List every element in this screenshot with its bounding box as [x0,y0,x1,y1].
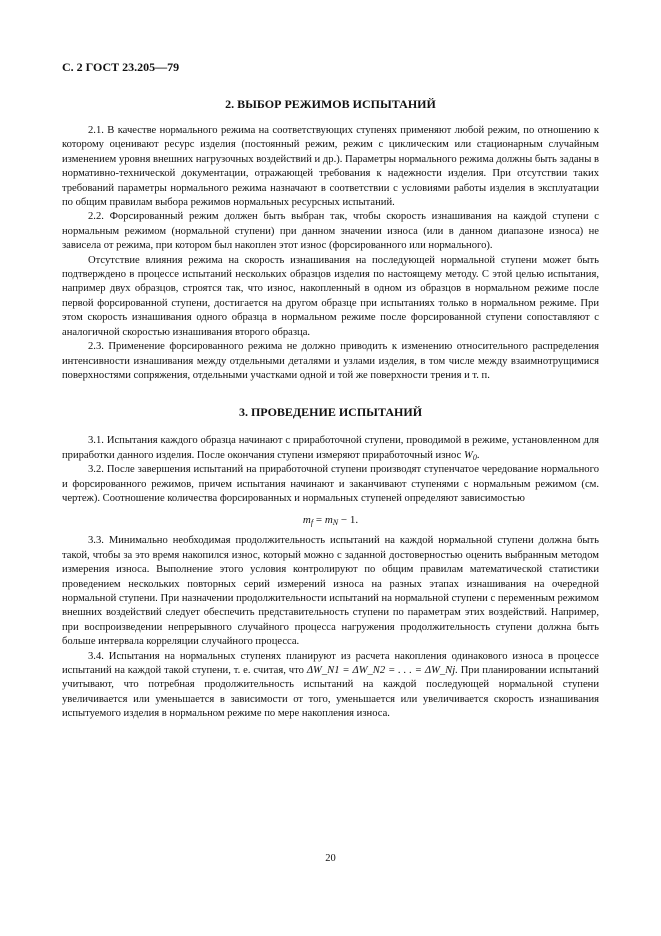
w-subscript: 0 [472,452,477,462]
w-symbol: W [463,449,473,461]
formula-lhs: m [302,514,311,527]
formula-lhs-sub: f [310,518,314,528]
paragraph-2-2: 2.2. Форсированный режим должен быть выбран так, чтобы скорость изнашивания на каждой ступени с нормальным режимом (нормальной ступени) при данном значении износа (или в данном диапазоне износа) не зависела от режима, при котором был накоплен этот износ (форсированного или нормального). [62,211,599,252]
paragraph-2-2-cont: Отсутствие влияния режима на скорость изнашивания на последующей нормальной ступени может быть подтверждено в процессе испытаний нескольких образцов изделия по настоящему методу. С этой целью испытания, например двух образцов, строятся так, что износ, накопленный в одном из образцов в нормальном режиме после первой форсированной ступени, достигается на другом образце при испытаниях только в нормальном режиме. При этом скорость изнашивания одного образца в нормальном режиме после форсированной ступени сопоставляют с аналогичной скоростью изнашивания второго образца. [62,254,599,338]
formula-rhs-sub: N [332,518,339,528]
page-number: 20 [325,853,336,864]
running-header: С. 2 ГОСТ 23.205—79 [62,60,180,74]
paragraph-2-3: 2.3. Применение форсированного режима не должно приводить к изменению относительного распределения интенсивности изнашивания между отдельными деталями и узлами изделия, в том числе между взаимнотрущимися поверхностями сопряжения, отдельными участками одной и той же поверхности трения и т. п. [62,341,599,381]
paragraph-3-4-start: 3.4. Испытания на нормальных ступенях планируют из расчета накопления одинакового износа в процессе испытаний на каждой такой ступени, т. е. считая, что [62,650,599,676]
paragraph-2-1: 2.1. В качестве нормального режима на соответствующих ступенях применяют любой режим, по отношению к которому оценивают ресурс изделия (постоянный режим, режим с циклическим или стационарным случайным изменением уровня внешних нагрузочных воздействий и др.). Параметры нормального режима должны быть заданы в нормативно-технической документации, отражающей требования к надежности изделия. При отсутствии таких требований параметры нормального режима назначают в соответствии с условиями работы изделия в эксплуатации по общим правилам выбора режимов нормальных ресурсных испытаний. [62,125,599,209]
section-2-title: 2. ВЫБОР РЕЖИМОВ ИСПЫТАНИЙ [225,97,436,111]
paragraph-3-4 [62,650,599,722]
paragraph-3-2: 3.2. После завершения испытаний на приработочной ступени производят ступенчатое чередование нормального и форсированного режимов, причем испытания начинают и заканчивают ступенями с нормальным режимом (см. чертеж). Соотношение количества форсированных и нормальных ступеней определяют зависимостью [62,464,599,504]
paragraph-3-1-text: 3.1. Испытания каждого образца начинают с приработочной ступени, проводимой в режиме, установленном для приработки данного изделия. После окончания ступени измеряют приработочный износ [62,435,599,461]
formula-tail: − 1. [338,514,359,527]
paragraph-3-4-rest: При планировании испытаний учитывают, что потребная продолжительность испытаний на каждой последующей нормальной ступени увеличивается или уменьшается в зависимости от того, уменьшается или увеличивается скорость изнашивания испытуемого изделия в нормальном режиме по мере накопления износа. [62,665,599,720]
formula-steps [62,514,599,526]
formula-equals: = [313,514,325,527]
wear-symbol-w0 [464,450,477,461]
wear-equality-formula: ΔW_N1 = ΔW_N2 = . . . = ΔW_Nj. [306,665,458,676]
paragraph-3-3: 3.3. Минимально необходимая продолжительность испытаний на каждой нормальной ступени должна быть такой, чтобы за это время накопился износ, который можно с заданной достоверностью оценить выбранным методом измерения износа. Выполнение этого условия контролируют по общим правилам математической статистики проведением нескольких повторных серий измерений износа на разных этапах изнашивания на очередной нормальной ступени. При назначении продолжительности испытаний на нормальной ступени с переменным режимом внешних воздействий следует обеспечить представительность ступени по параметрам этих воздействий. Например, при воспроизведении непрерывного случайного процесса нагружения продолжительность ступени должна быть больше интервала корреляции случайного процесса. [62,535,599,648]
paragraph-3-1 [62,434,599,463]
paragraph-3-1-end: . [476,449,480,461]
formula-rhs: m [324,514,333,527]
section-3-title: 3. ПРОВЕДЕНИЕ ИСПЫТАНИЙ [238,405,423,420]
